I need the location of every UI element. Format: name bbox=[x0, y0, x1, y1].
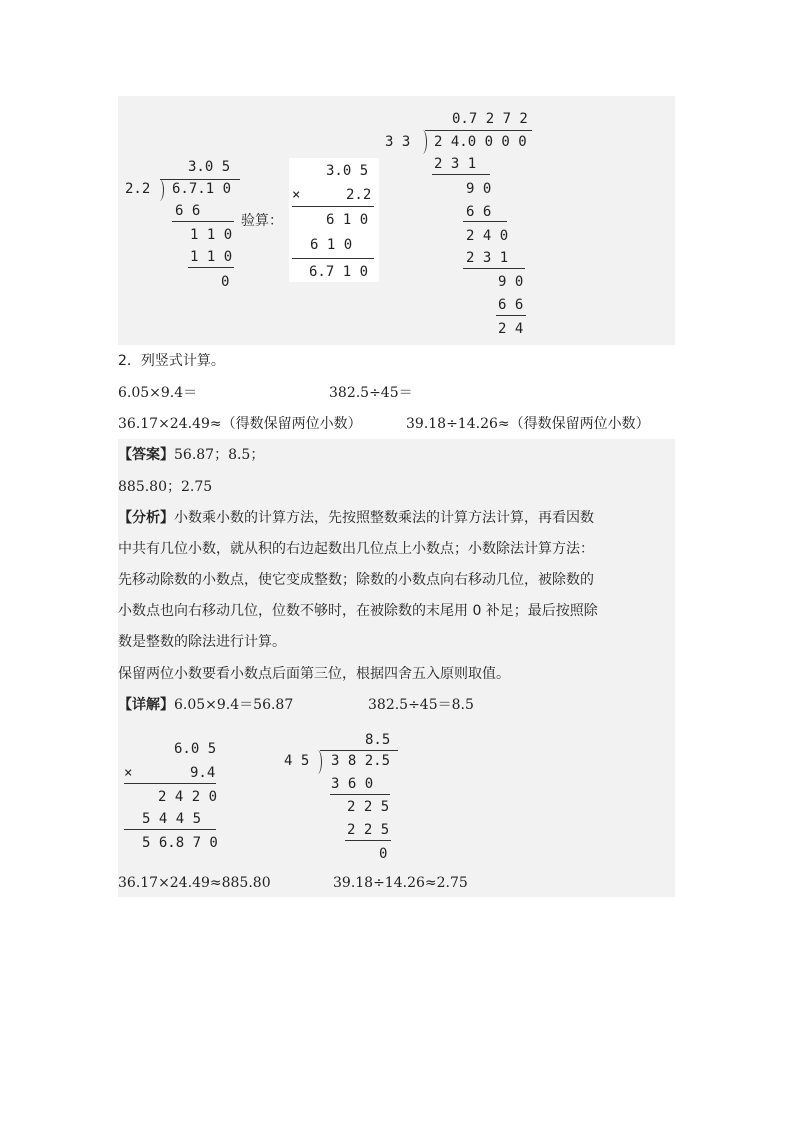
div1-bracket bbox=[155, 179, 164, 201]
analysis-line-1 bbox=[118, 508, 594, 528]
analysis-line-2: 中共有几位小数，就从积的右边起数出几位点上小数点；小数除法计算方法： bbox=[118, 541, 594, 557]
ddiv-step-2: 2 2 5 bbox=[347, 799, 390, 815]
div2-step-5: 2 3 1 bbox=[466, 250, 509, 266]
div2-step-4: 2 4 0 bbox=[466, 228, 509, 244]
check-line-a bbox=[292, 206, 374, 207]
div2-step-6: 9 0 bbox=[498, 274, 524, 290]
problem-4: 39.18÷14.26≈（得数保留两位小数） bbox=[406, 416, 650, 432]
mul-times-sign: × bbox=[124, 765, 133, 781]
div2-line-1 bbox=[432, 174, 490, 175]
div2-step-8: 2 4 bbox=[498, 321, 524, 337]
detail-eq-4: 39.18÷14.26≈2.75 bbox=[333, 875, 468, 891]
check-label: 验算： bbox=[241, 213, 283, 229]
mul-line-1: 6.0 5 bbox=[174, 741, 217, 757]
check-partial-2: 6 1 0 bbox=[310, 237, 353, 253]
mul-partial-2: 5 4 4 5 bbox=[142, 811, 202, 827]
detail-eq-3: 36.17×24.49≈885.80 bbox=[118, 875, 271, 891]
check-line-1: 3.0 5 bbox=[326, 163, 369, 179]
div1-line-2 bbox=[188, 267, 234, 268]
answer-tag: 【答案】 bbox=[118, 447, 174, 463]
div1-step-1: 6 6 bbox=[175, 203, 201, 219]
ddiv-line-1 bbox=[330, 794, 390, 795]
div2-bracket bbox=[418, 130, 427, 154]
answer-line-2: 885.80；2.75 bbox=[118, 479, 213, 495]
check-line-b bbox=[292, 258, 374, 259]
mul-line-a bbox=[124, 783, 216, 784]
analysis-line-3: 先移动除数的小数点，使它变成整数；除数的小数点向右移动几位，被除数的 bbox=[118, 572, 594, 588]
div1-step-4: 0 bbox=[221, 274, 230, 290]
div2-quotient: 0.7 2 7 2 bbox=[452, 111, 528, 127]
detail-eq-2: 382.5÷45＝8.5 bbox=[368, 697, 474, 713]
div1-step-2: 1 1 0 bbox=[190, 227, 233, 243]
div1-quotient: 3.0 5 bbox=[188, 159, 231, 175]
div2-line-3 bbox=[463, 268, 525, 269]
ddiv-bracket bbox=[313, 750, 322, 774]
ddiv-line-2 bbox=[345, 840, 391, 841]
analysis-tag: 【分析】 bbox=[118, 510, 174, 526]
analysis-line-6: 保留两位小数要看小数点后面第三位，根据四舍五入原则取值。 bbox=[118, 666, 510, 682]
div1-dividend: 6.7.1 0 bbox=[172, 181, 232, 197]
div2-step-3: 6 6 bbox=[466, 204, 492, 220]
problem-2: 382.5÷45＝ bbox=[329, 385, 413, 401]
div2-line-4 bbox=[496, 315, 526, 316]
check-times-sign: × bbox=[292, 187, 301, 203]
detail-eq-1: 6.05×9.4＝56.87 bbox=[174, 697, 294, 713]
div1-step-3: 1 1 0 bbox=[190, 249, 233, 265]
analysis-line-5: 数是整数的除法进行计算。 bbox=[118, 634, 286, 650]
ddiv-quotient: 8.5 bbox=[365, 732, 391, 748]
mul-result: 5 6.8 7 0 bbox=[142, 835, 218, 851]
check-partial-1: 6 1 0 bbox=[326, 212, 369, 228]
detail-line-1 bbox=[118, 695, 293, 715]
div2-divisor: 3 3 bbox=[385, 134, 411, 150]
div2-step-7: 6 6 bbox=[498, 297, 524, 313]
div2-step-1: 2 3 1 bbox=[434, 156, 477, 172]
div2-step-2: 9 0 bbox=[466, 181, 492, 197]
mul-line-b bbox=[124, 829, 216, 830]
ddiv-bar bbox=[320, 750, 398, 751]
div2-dividend: 2 4.0 0 0 0 bbox=[434, 134, 527, 150]
ddiv-step-4: 0 bbox=[379, 846, 388, 862]
problem-1: 6.05×9.4＝ bbox=[118, 385, 198, 401]
detail-tag: 【详解】 bbox=[118, 697, 174, 713]
question-2-title: 2．列竖式计算。 bbox=[118, 353, 225, 369]
ddiv-step-3: 2 2 5 bbox=[347, 822, 390, 838]
ddiv-step-1: 3 6 0 bbox=[331, 776, 374, 792]
div2-bar bbox=[425, 130, 532, 131]
check-line-2: 2.2 bbox=[346, 187, 372, 203]
ddiv-dividend: 3 8 2.5 bbox=[331, 753, 391, 769]
problem-3: 36.17×24.49≈（得数保留两位小数） bbox=[118, 416, 362, 432]
analysis-text-1: 小数乘小数的计算方法，先按照整数乘法的计算方法计算，再看因数 bbox=[174, 510, 594, 526]
div1-divisor: 2.2 bbox=[125, 181, 151, 197]
analysis-line-4: 小数点也向右移动几位，位数不够时，在被除数的末尾用 0 补足；最后按照除 bbox=[118, 603, 598, 619]
answer-values-1: 56.87；8.5； bbox=[174, 447, 265, 463]
div2-line-2 bbox=[463, 221, 507, 222]
ddiv-divisor: 4 5 bbox=[284, 753, 310, 769]
check-result: 6.7 1 0 bbox=[309, 264, 369, 280]
div1-line-1 bbox=[172, 221, 234, 222]
answer-line-1 bbox=[118, 445, 264, 465]
mul-partial-1: 2 4 2 0 bbox=[158, 789, 218, 805]
mul-line-2: 9.4 bbox=[190, 765, 216, 781]
